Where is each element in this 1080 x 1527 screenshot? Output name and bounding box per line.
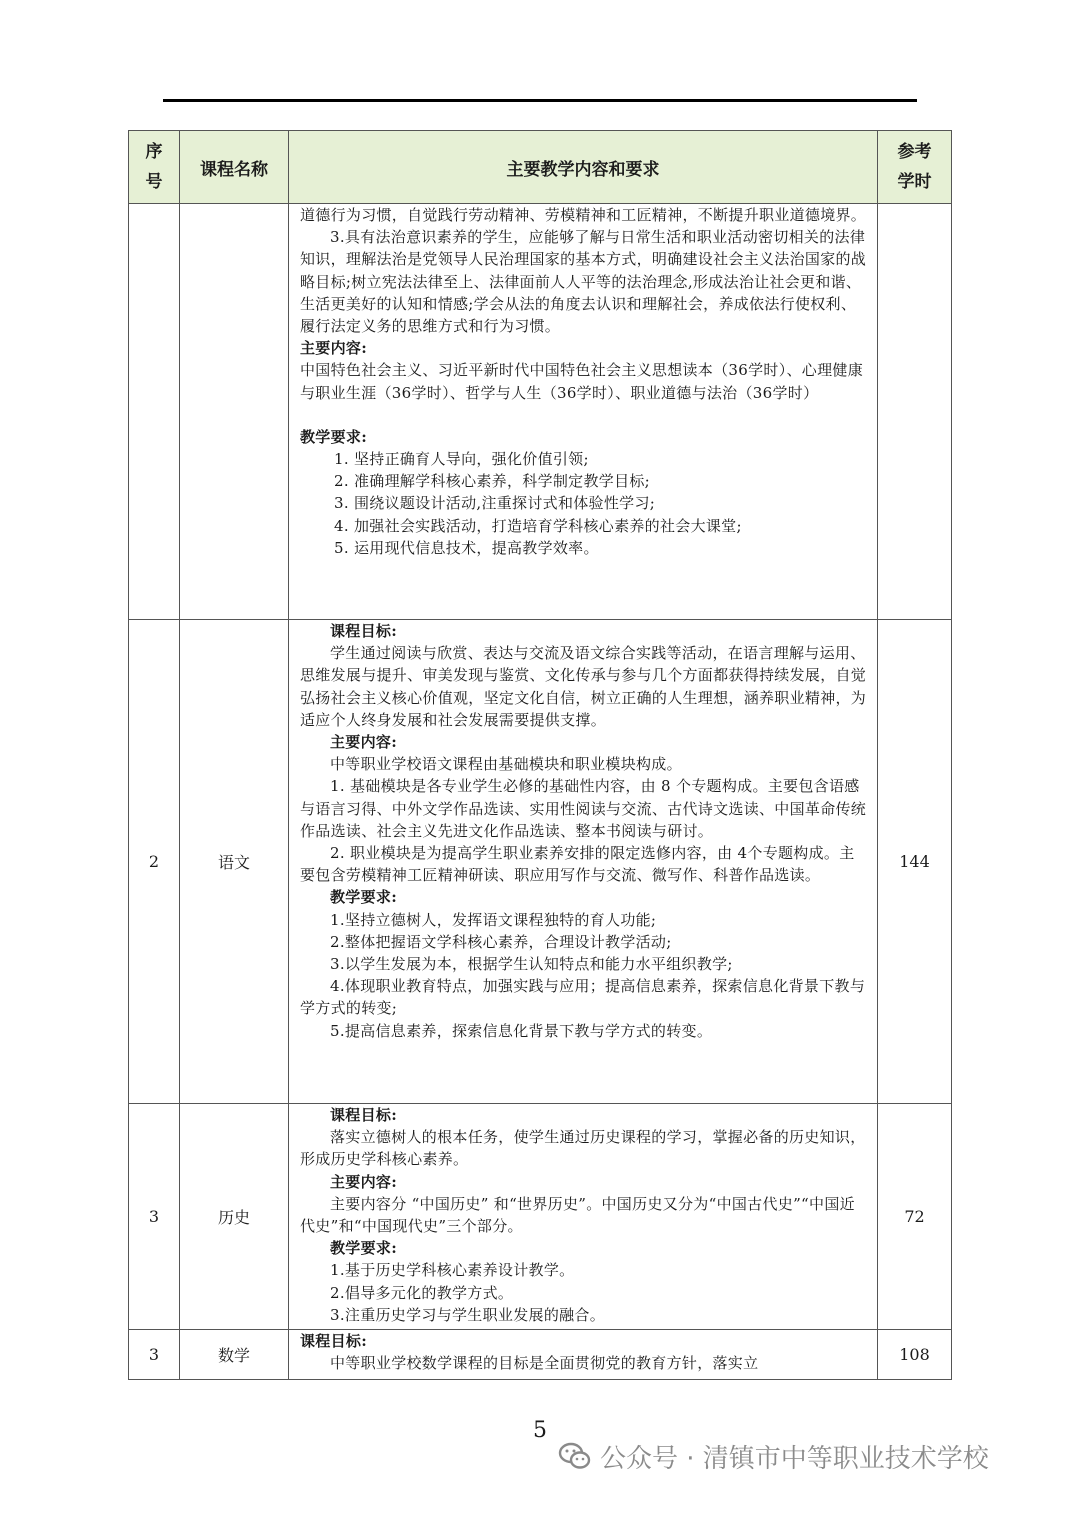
row1-content-text: 中国特色社会主义、习近平新时代中国特色社会主义思想读本（36学时）、心理健康与职业生涯（36学时）、哲学与人生（36学时）、职业道德与法治（36学时） — [300, 361, 863, 402]
list-item: 5. 运用现代信息技术，提高教学效率。 — [334, 538, 599, 557]
wechat-icon — [558, 1441, 592, 1471]
header-content: 主要教学内容和要求 — [289, 131, 878, 204]
row2-hours: 144 — [878, 620, 952, 1104]
header-course-name: 课程名称 — [180, 131, 289, 204]
row1-hours — [878, 204, 952, 620]
row2-content-text: 中等职业学校语文课程由基础模块和职业模块构成。 — [330, 755, 682, 774]
row3-heading-goal: 课程目标: — [330, 1106, 398, 1124]
row4-hours: 108 — [878, 1330, 952, 1380]
table-row — [129, 204, 952, 620]
header-rule — [163, 99, 917, 102]
list-item: 1. 坚持正确育人导向，强化价值引领; — [334, 450, 589, 469]
list-item: 2. 准确理解学科核心素养，科学制定教学目标; — [334, 472, 651, 491]
row1-text-1: 道德行为习惯，自觉践行劳动精神、劳模精神和工匠精神，不断提升职业道德境界。 — [300, 206, 867, 224]
row3-goal-text: 落实立德树人的根本任务，使学生通过历史课程的学习，掌握必备的历史知识，形成历史学科核心素养。 — [300, 1128, 866, 1169]
row2-heading-content: 主要内容: — [330, 733, 398, 752]
row2-goal-text: 学生通过阅读与欣赏、表达与交流及语文综合实践等活动，在语言理解与运用、思维发展与提升、审美发现与鉴赏、文化传承与参与几个方面都获得持续发展，自觉弘扬社会主义核心价值观，坚定文化自信，树立正确的人生理想，涵养职业精神，为适应个人终身发展和社会发展需要提供支撑。 — [300, 644, 867, 729]
list-item: 4. 加强社会实践活动，打造培育学科核心素养的社会大课堂; — [334, 516, 742, 535]
row2-num: 2 — [129, 620, 180, 1104]
row1-num — [129, 204, 180, 620]
row3-name: 历史 — [180, 1104, 289, 1330]
row3-heading-content: 主要内容: — [330, 1172, 398, 1191]
list-item: 3.以学生发展为本，根据学生认知特点和能力水平组织教学; — [330, 955, 733, 974]
table-row — [129, 620, 952, 1104]
list-item: 3.注重历史学习与学生职业发展的融合。 — [330, 1305, 606, 1324]
row1-heading-req: 教学要求: — [300, 427, 368, 446]
watermark-text: 公众号 · 清镇市中等职业技术学校 — [600, 1443, 989, 1474]
row4-name: 数学 — [180, 1330, 289, 1380]
row2-content — [289, 620, 878, 1104]
list-item: 2.整体把握语文学科核心素养，合理设计教学活动; — [330, 932, 672, 951]
row1-content — [289, 204, 878, 620]
table-row — [129, 1104, 952, 1330]
row2-content-text: 2. 职业模块是为提高学生职业素养安排的限定选修内容，由 4个专题构成。主要包含劳模精神工匠精神研读、职应用写作与交流、微写作、科普作品选读。 — [300, 844, 855, 885]
list-item: 4.体现职业教育特点，加强实践与应用；提高信息素养，探索信息化背景下教与学方式的转变; — [300, 977, 866, 1018]
row2-heading-goal: 课程目标: — [330, 622, 398, 640]
row3-num: 3 — [129, 1104, 180, 1330]
row4-goal-text: 中等职业学校数学课程的目标是全面贯彻党的教育方针，落实立 — [330, 1354, 759, 1373]
row1-text-2: 3.具有法治意识素养的学生，应能够了解与日常生活和职业活动密切相关的法律知识，理解法治是党领导人民治理国家的基本方式，明确建设社会主义法治国家的战略目标;树立宪法法律至上、法律面前人人平等的法治理念,形成法治让社会更和谐、生活更美好的认知和情感;学会从法的角度去认识和理解社会，养成依法行使权利、履行法定义务的思维方式和行为习惯。 — [300, 228, 867, 336]
row2-name: 语文 — [180, 620, 289, 1104]
page-number: 5 — [533, 1418, 547, 1443]
row2-content-text: 1. 基础模块是各专业学生必修的基础性内容，由 8 个专题构成。主要包含语感与语言习得、中外文学作品选读、实用性阅读与交流、古代诗文选读、中国革命传统作品选读、社会主义先进文化作品选读、整本书阅读与研讨。 — [300, 777, 867, 840]
list-item: 3. 围绕议题设计活动,注重探讨式和体验性学习; — [334, 494, 656, 513]
header-hours: 参考 学时 — [878, 131, 952, 204]
row2-heading-req: 教学要求: — [330, 888, 398, 907]
list-item: 1.基于历史学科核心素养设计教学。 — [330, 1261, 575, 1280]
header-seq: 序 号 — [129, 131, 180, 204]
list-item: 2.倡导多元化的教学方式。 — [330, 1283, 514, 1302]
table-row — [129, 1330, 952, 1380]
table-header-row — [129, 131, 952, 204]
row4-content — [289, 1330, 878, 1380]
row3-content — [289, 1104, 878, 1330]
row4-heading-goal: 课程目标: — [300, 1332, 368, 1350]
row3-content-text: 主要内容分 “中国历史” 和“世界历史”。中国历史又分为“中国古代史”“中国近代史”和“中国现代史”三个部分。 — [300, 1194, 855, 1236]
list-item: 1.坚持立德树人，发挥语文课程独特的育人功能; — [330, 910, 657, 929]
row1-name — [180, 204, 289, 620]
list-item: 5.提高信息素养，探索信息化背景下教与学方式的转变。 — [330, 1021, 713, 1040]
watermark — [558, 1436, 989, 1476]
row3-hours: 72 — [878, 1104, 952, 1330]
row3-heading-req: 教学要求: — [330, 1239, 398, 1258]
row4-num: 3 — [129, 1330, 180, 1380]
course-table — [128, 130, 952, 1380]
row1-heading-content: 主要内容: — [300, 339, 368, 358]
